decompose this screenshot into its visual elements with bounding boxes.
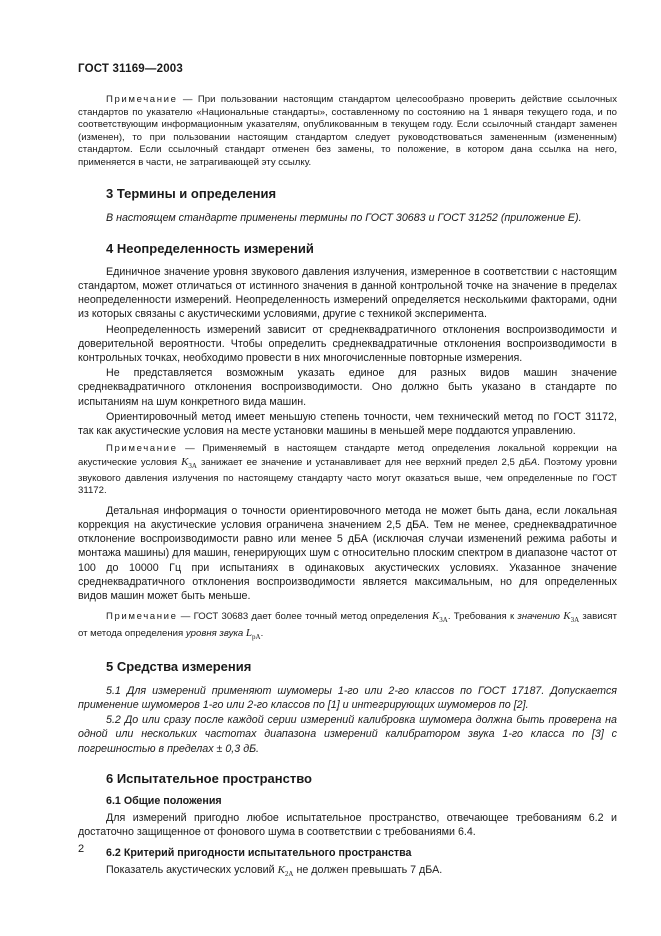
symbol-lpa: $L_{pA}$	[245, 626, 261, 642]
section-3-heading: 3 Термины и определения	[106, 185, 277, 201]
section-5-2-text: 5.2 До или сразу после каждой серии измерений калибровка шумомера должна быть проверена на одной или нескольких частотах диапазона измерений калибратором звука 1-го класса по [3] с погрешностью в пределах ± 0,3 дБ.	[78, 714, 617, 755]
standard-header: ГОСТ 31169—2003	[78, 63, 183, 75]
note-label: Примечание	[106, 94, 178, 105]
section-4-paragraph: Неопределенность измерений зависит от среднеквадратичного отклонения воспроизводимости и доверительной вероятности. Чтобы определить среднеквадратичные отклонения воспроизводимости в контрольных точках, необходимо провести в них многочисленные повторные измерения.	[78, 323, 617, 364]
section-4-paragraph: Детальная информация о точности ориентировочного метода не может быть дана, если локальная коррекция на акустические условия ограничена значением 2,5 дБА. Тем не менее, среднеквадратичное отклонение воспроизводимости равно или менее 5 дБА (исключая случаи изменений режима работы и монтажа машины) для машин, генерирующих шум с относительно плоским спектром в диапазоне частот от 100 до 10000 Гц при испытаниях в одинаковых акустических условиях. Указанное значение среднеквадратичного отклонения воспроизводимости является максимальным, но для определенных видов машин может быть меньше.	[78, 504, 617, 602]
subsection-6-2-heading: 6.2 Критерий пригодности испытательного пространства	[106, 847, 412, 860]
section-4-paragraph: Ориентировочный метод имеет меньшую степень точности, чем технический метод по ГОСТ 31172, так как акустические условия на месте установки машины в меньшей мере поддаются управлению.	[78, 410, 617, 437]
note-gost-30683: Примечание — ГОСТ 30683 дает более точный метод определения $K_{3A}$. Требования к значению $K_{3A}$ зависят от метода определения уровня звука $L_{pA}$.	[78, 610, 617, 642]
section-5-1-text: 5.1 Для измерений применяют шумомеры 1-го или 2-го классов по ГОСТ 17187. Допускается применение шумомеров 1-го или 2-го классов по [1] и интегрирующих шумомеров по [2].	[78, 684, 617, 711]
page-number: 2	[78, 843, 85, 855]
note-label: Примечание	[106, 611, 178, 623]
subsection-6-1-heading: 6.1 Общие положения	[106, 794, 222, 807]
section-4-heading: 4 Неопределенность измерений	[106, 240, 314, 256]
symbol-k3a: $K_{3A}$	[431, 610, 448, 625]
section-6-heading: 6 Испытательное пространство	[106, 770, 312, 786]
note-local-correction: Примечание — Применяемый в настоящем стандарте метод определения локальной коррекции на акустические условия $K_{3A}$ занижает ее значение и устанавливает для нее верхний предел 2,5 дБА. Поэтому уровни звукового давления излучения по настоящему стандарту часто могут оказаться выше, чем определенные по ГОСТ 31172.	[78, 443, 617, 497]
note-text: — При пользовании настоящим стандартом целесообразно проверить действие ссылочных стандартов по указателю «Национальные стандарты», составленному по состоянию на 1 января текущего года, и по соответствующим информационным указателям, опубликованным в текущем году. Если ссылочный стандарт заменен (изменен), то при пользовании настоящим стандартом следует руководствоваться замененным (измененным) стандартом. Если ссылочный стандарт отменен без замены, то положение, в котором дана ссылка на него, применяется в части, не затрагивающей эту ссылку.	[78, 94, 617, 168]
section-4-paragraph: Единичное значение уровня звукового давления излучения, измеренное в соответствии с настоящим стандартом, может отличаться от истинного значения в данной контрольной точке на значение в пределах неопределенности измерений. Неопределенность измерений определяется несколькими факторами, одни из которых связаны с акустическими условиями, другие с техникой эксперимента.	[78, 265, 617, 321]
section-5-heading: 5 Средства измерения	[106, 658, 252, 674]
subsection-6-1-text: Для измерений пригодно любое испытательное пространство, отвечающее требованиям 6.2 и достаточно защищенное от фонового шума в соответствии с требованиями 6.4.	[78, 811, 617, 838]
note-label: Примечание	[106, 443, 178, 455]
symbol-k3a: $K_{3A}$	[563, 610, 580, 625]
section-3-text: В настоящем стандарте применены термины по ГОСТ 30683 и ГОСТ 31252 (приложение Е).	[106, 211, 582, 224]
note-referenced-standards	[78, 94, 617, 170]
symbol-k3a: $K_{3A}$	[181, 455, 197, 470]
page-content	[78, 94, 617, 882]
subsection-6-2-text: Показатель акустических условий $K_{2A}$ не должен превышать 7 дБА.	[106, 864, 443, 879]
section-4-paragraph: Не представляется возможным указать единое для разных видов машин значение среднеквадратичного отклонения воспроизводимости. Оно должно быть указано в стандарте по испытаниям на шум конкретного вида машин.	[78, 367, 617, 408]
symbol-k2a: $K_{2A}$	[277, 864, 294, 879]
